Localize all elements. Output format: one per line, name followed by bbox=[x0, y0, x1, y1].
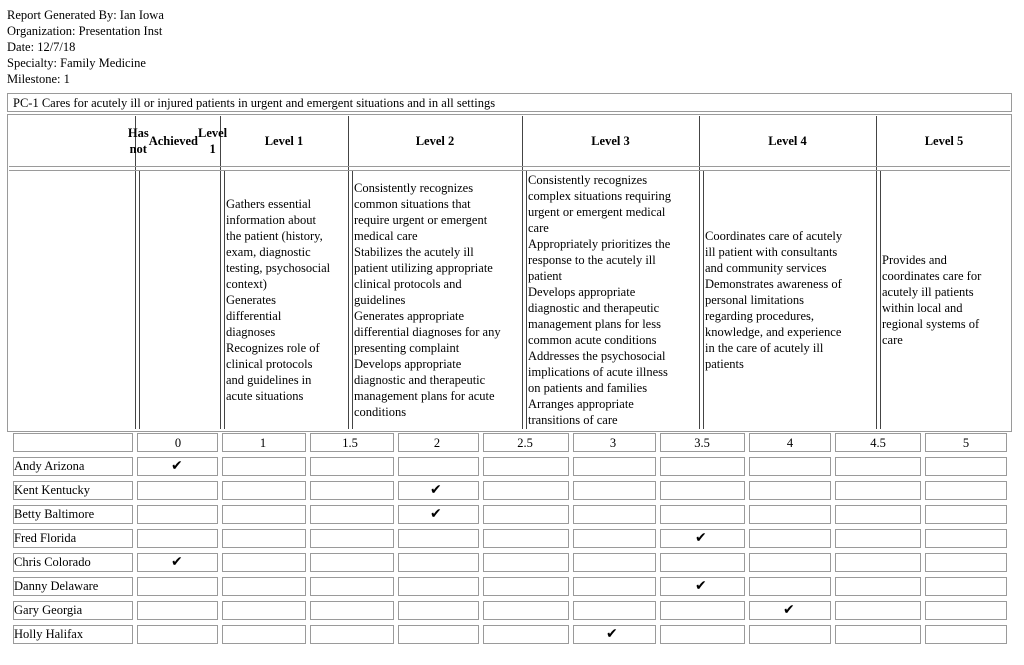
description-line: common situations that bbox=[354, 197, 471, 211]
score-cell bbox=[573, 553, 656, 572]
score-cell bbox=[483, 529, 569, 548]
resident-name: Gary Georgia bbox=[14, 603, 83, 617]
score-cell bbox=[925, 625, 1007, 644]
scale-label-2.5: 2.5 bbox=[517, 436, 533, 450]
description-line: personal limitations bbox=[705, 293, 804, 307]
scale-label-1.5: 1.5 bbox=[342, 436, 358, 450]
description-line: implications of acute illness bbox=[528, 365, 668, 379]
score-cell bbox=[222, 601, 306, 620]
score-cell bbox=[222, 625, 306, 644]
score-cell bbox=[925, 577, 1007, 596]
score-cell bbox=[310, 625, 394, 644]
column-divider-inner bbox=[526, 170, 527, 429]
description-line: diagnoses bbox=[226, 325, 276, 339]
description-line: presenting complaint bbox=[354, 341, 460, 355]
level-header-2 bbox=[348, 116, 522, 166]
scale-label-2: 2 bbox=[433, 436, 441, 450]
checkmark-icon: ✔ bbox=[430, 506, 442, 522]
score-cell bbox=[573, 577, 656, 596]
description-line: diagnostic and therapeutic bbox=[354, 373, 486, 387]
score-cell bbox=[137, 529, 218, 548]
resident-name: Danny Delaware bbox=[14, 579, 99, 593]
scale-label-4: 4 bbox=[786, 436, 794, 450]
score-cell bbox=[573, 529, 656, 548]
description-line: regional systems of bbox=[882, 317, 980, 331]
score-cell bbox=[222, 529, 306, 548]
score-cell bbox=[835, 577, 921, 596]
level-header-0 bbox=[127, 116, 228, 166]
description-line: within local and bbox=[882, 301, 963, 315]
level-description-2 bbox=[354, 180, 520, 420]
score-cell bbox=[310, 553, 394, 572]
description-line: testing, psychosocial bbox=[226, 261, 331, 275]
level-header-line: Has not bbox=[127, 126, 149, 156]
score-cell bbox=[835, 505, 921, 524]
score-cell bbox=[835, 601, 921, 620]
level-header-line: Level 5 bbox=[924, 134, 964, 148]
score-cell bbox=[310, 481, 394, 500]
description-line: common acute conditions bbox=[528, 333, 657, 347]
score-cell bbox=[483, 577, 569, 596]
scale-label-5: 5 bbox=[962, 436, 970, 450]
score-cell bbox=[749, 505, 831, 524]
resident-name: Holly Halifax bbox=[14, 627, 84, 641]
level-header-line: Level 3 bbox=[591, 134, 630, 148]
description-line: differential bbox=[226, 309, 282, 323]
score-cell bbox=[749, 577, 831, 596]
description-line: Coordinates care of acutely bbox=[705, 229, 843, 243]
resident-name: Chris Colorado bbox=[14, 555, 91, 569]
score-cell bbox=[483, 481, 569, 500]
score-cell bbox=[310, 457, 394, 476]
score-cell bbox=[483, 601, 569, 620]
level-header-4 bbox=[699, 116, 876, 166]
description-line: acutely ill patients bbox=[882, 285, 974, 299]
score-cell bbox=[660, 553, 745, 572]
score-cell bbox=[749, 457, 831, 476]
checkmark-icon: ✔ bbox=[695, 530, 707, 546]
description-line: Gathers essential bbox=[226, 197, 312, 211]
level-description-3 bbox=[528, 172, 697, 428]
score-cell bbox=[573, 457, 656, 476]
description-line: in the care of acutely ill bbox=[705, 341, 824, 355]
score-cell bbox=[835, 457, 921, 476]
checkmark-icon: ✔ bbox=[430, 482, 442, 498]
level-header-line: Level 1 bbox=[198, 126, 228, 156]
level-header-line: Level 2 bbox=[415, 134, 455, 148]
score-cell bbox=[660, 457, 745, 476]
level-description-1 bbox=[226, 196, 346, 404]
column-divider-inner bbox=[139, 170, 140, 429]
description-line: context) bbox=[226, 277, 267, 291]
score-cell bbox=[137, 505, 218, 524]
description-line: medical care bbox=[354, 229, 418, 243]
score-cell bbox=[310, 601, 394, 620]
description-line: Consistently recognizes bbox=[528, 173, 648, 187]
resident-name: Kent Kentucky bbox=[14, 483, 91, 497]
score-cell bbox=[835, 481, 921, 500]
description-line: clinical protocols bbox=[226, 357, 313, 371]
description-line: Appropriately prioritizes the bbox=[528, 237, 671, 251]
level-description-5 bbox=[882, 252, 1010, 348]
score-cell bbox=[483, 457, 569, 476]
resident-name: Betty Baltimore bbox=[14, 507, 95, 521]
description-line: knowledge, and experience bbox=[705, 325, 842, 339]
scale-label-3.5: 3.5 bbox=[694, 436, 710, 450]
description-line: Develops appropriate bbox=[528, 285, 636, 299]
checkmark-icon: ✔ bbox=[171, 458, 183, 474]
description-line: Generates bbox=[226, 293, 276, 307]
score-cell bbox=[310, 529, 394, 548]
milestone-title: PC-1 Cares for acutely ill or injured patients in urgent and emergent situations and in all settings bbox=[7, 93, 1012, 112]
description-line: transitions of care bbox=[528, 413, 618, 427]
description-line: regarding procedures, bbox=[705, 309, 814, 323]
description-line: patients bbox=[705, 357, 744, 371]
score-cell bbox=[137, 481, 218, 500]
description-line: Generates appropriate bbox=[354, 309, 465, 323]
score-cell bbox=[925, 553, 1007, 572]
score-cell bbox=[925, 529, 1007, 548]
score-cell bbox=[222, 577, 306, 596]
score-cell bbox=[483, 505, 569, 524]
description-line: Develops appropriate bbox=[354, 357, 462, 371]
header-divider-2 bbox=[9, 170, 1010, 171]
description-line: on patients and families bbox=[528, 381, 648, 395]
description-line: and guidelines in bbox=[226, 373, 312, 387]
score-cell bbox=[398, 625, 479, 644]
column-divider-inner bbox=[352, 170, 353, 429]
score-cell bbox=[660, 601, 745, 620]
score-cell bbox=[137, 625, 218, 644]
score-cell bbox=[398, 601, 479, 620]
description-line: guidelines bbox=[354, 293, 406, 307]
resident-name: Fred Florida bbox=[14, 531, 77, 545]
description-line: patient bbox=[528, 269, 563, 283]
description-line: ill patient with consultants bbox=[705, 245, 838, 259]
score-cell bbox=[660, 505, 745, 524]
organization: Organization: Presentation Inst bbox=[7, 24, 163, 38]
description-line: differential diagnoses for any bbox=[354, 325, 501, 339]
report-date: Date: 12/7/18 bbox=[7, 40, 76, 54]
score-cell bbox=[749, 481, 831, 500]
scale-label-4.5: 4.5 bbox=[870, 436, 886, 450]
score-cell bbox=[835, 625, 921, 644]
scale-label-1: 1 bbox=[259, 436, 267, 450]
description-line: acute situations bbox=[226, 389, 304, 403]
score-cell bbox=[222, 553, 306, 572]
column-divider-inner bbox=[880, 170, 881, 429]
description-line: urgent or emergent medical bbox=[528, 205, 666, 219]
report-meta bbox=[7, 7, 164, 87]
description-line: Addresses the psychosocial bbox=[528, 349, 666, 363]
score-cell bbox=[398, 529, 479, 548]
scale-label-0: 0 bbox=[174, 436, 182, 450]
score-cell bbox=[310, 577, 394, 596]
score-cell bbox=[483, 625, 569, 644]
resident-name: Andy Arizona bbox=[14, 459, 85, 473]
score-cell bbox=[835, 529, 921, 548]
score-cell bbox=[222, 481, 306, 500]
score-cell bbox=[222, 505, 306, 524]
description-line: Arranges appropriate bbox=[528, 397, 634, 411]
checkmark-icon: ✔ bbox=[783, 602, 795, 618]
description-line: Demonstrates awareness of bbox=[705, 277, 842, 291]
score-cell bbox=[749, 529, 831, 548]
score-cell bbox=[660, 481, 745, 500]
description-line: care bbox=[528, 221, 549, 235]
score-cell bbox=[222, 457, 306, 476]
description-line: Provides and bbox=[882, 253, 947, 267]
score-cell bbox=[137, 601, 218, 620]
score-cell bbox=[398, 457, 479, 476]
level-description-4 bbox=[705, 228, 874, 372]
description-line: conditions bbox=[354, 405, 407, 419]
description-line: management plans for less bbox=[528, 317, 661, 331]
score-cell bbox=[573, 505, 656, 524]
score-cell bbox=[573, 481, 656, 500]
header-divider bbox=[9, 166, 1010, 167]
description-line: Recognizes role of bbox=[226, 341, 320, 355]
score-cell bbox=[749, 553, 831, 572]
scale-label-3: 3 bbox=[609, 436, 617, 450]
score-cell bbox=[835, 553, 921, 572]
generated-by: Report Generated By: Ian Iowa bbox=[7, 8, 164, 22]
specialty: Specialty: Family Medicine bbox=[7, 56, 146, 70]
score-cell bbox=[925, 481, 1007, 500]
checkmark-icon: ✔ bbox=[171, 554, 183, 570]
column-divider-inner bbox=[224, 170, 225, 429]
description-line: complex situations requiring bbox=[528, 189, 672, 203]
score-cell bbox=[749, 625, 831, 644]
description-line: clinical protocols and bbox=[354, 277, 462, 291]
level-header-line: Level 1 bbox=[264, 134, 304, 148]
level-header-1 bbox=[220, 116, 348, 166]
description-line: require urgent or emergent bbox=[354, 213, 488, 227]
checkmark-icon: ✔ bbox=[606, 626, 618, 642]
level-header-line: Achieved bbox=[148, 134, 198, 148]
scale-cell bbox=[13, 433, 133, 452]
description-line: exam, diagnostic bbox=[226, 245, 311, 259]
description-line: Consistently recognizes bbox=[354, 181, 474, 195]
score-cell bbox=[925, 601, 1007, 620]
score-cell bbox=[660, 625, 745, 644]
level-header-3 bbox=[522, 116, 699, 166]
description-line: management plans for acute bbox=[354, 389, 495, 403]
description-line: response to the acutely ill bbox=[528, 253, 656, 267]
description-line: and community services bbox=[705, 261, 827, 275]
score-cell bbox=[310, 505, 394, 524]
score-cell bbox=[925, 505, 1007, 524]
milestone: Milestone: 1 bbox=[7, 72, 70, 86]
score-cell bbox=[398, 553, 479, 572]
level-header-5 bbox=[876, 116, 1012, 166]
description-line: patient utilizing appropriate bbox=[354, 261, 493, 275]
description-line: Stabilizes the acutely ill bbox=[354, 245, 474, 259]
score-cell bbox=[398, 577, 479, 596]
description-line: care bbox=[882, 333, 903, 347]
score-cell bbox=[925, 457, 1007, 476]
description-line: coordinates care for bbox=[882, 269, 982, 283]
description-line: information about bbox=[226, 213, 316, 227]
column-divider-inner bbox=[703, 170, 704, 429]
score-cell bbox=[483, 553, 569, 572]
checkmark-icon: ✔ bbox=[695, 578, 707, 594]
level-header-line: Level 4 bbox=[768, 134, 807, 148]
score-cell bbox=[573, 601, 656, 620]
description-line: diagnostic and therapeutic bbox=[528, 301, 660, 315]
score-cell bbox=[137, 577, 218, 596]
description-line: the patient (history, bbox=[226, 229, 323, 243]
